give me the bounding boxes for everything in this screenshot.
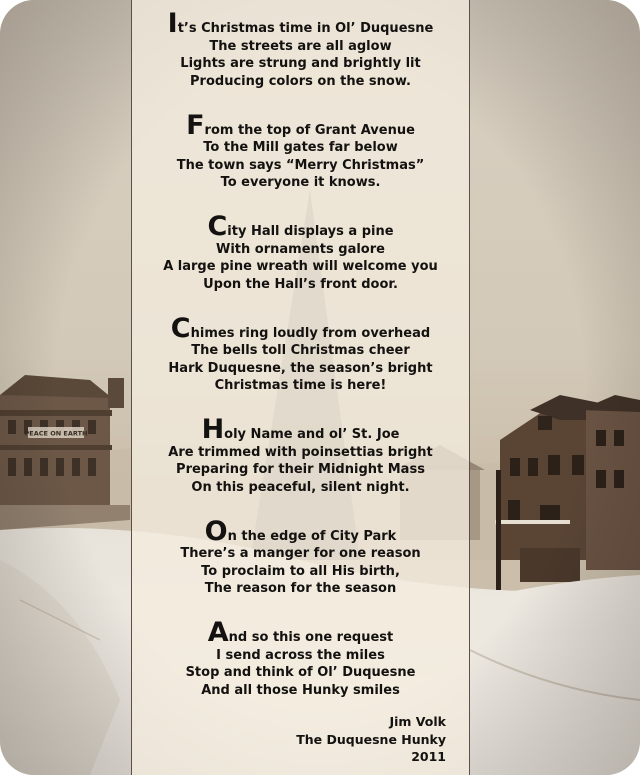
stanza-1 [131,8,470,90]
poem-line: Stop and think of Ol’ Duquesne [185,665,416,680]
poem-line: With ornaments galore [216,241,385,257]
stanza-first-line: Holy Name and ol’ St. Joe [201,414,400,445]
poem-line: Are trimmed with poinsettias bright [168,444,433,460]
poem-year: 2011 [411,749,446,764]
poem-line: A large pine wreath will welcome you [163,259,438,274]
drop-cap: A [207,617,229,648]
drop-cap: O [204,515,228,547]
poem-line: Lights are strung and brightly lit [180,56,421,71]
stanza-3 [131,211,470,293]
poem-line: And all those Hunky smiles [201,682,400,698]
poem-line: On this peaceful, silent night. [191,479,410,495]
poem-line: The streets are all aglow [209,38,392,54]
poem-line: Producing colors on the snow. [190,73,411,89]
stanza-2 [131,109,470,192]
poem-line: Preparing for their Midnight Mass [176,462,425,477]
drop-cap: C [207,211,228,242]
poem-line: Upon the Hall’s front door. [203,276,398,292]
drop-cap: F [186,109,205,141]
poem-line: There’s a manger for one reason [180,546,421,561]
poem-text [131,8,470,725]
poem-line: Hark Duquesne, the season’s bright [168,360,433,376]
poem-line: To the Mill gates far below [203,140,398,155]
poem-line: To proclaim to all His birth, [201,563,400,579]
poem-line: To everyone it knows. [220,175,381,190]
stanza-5 [131,414,470,496]
stanza-first-line: It’s Christmas time in Ol’ Duquesne [167,8,434,39]
drop-cap: H [201,414,225,445]
stanza-first-line: On the edge of City Park [204,515,397,547]
poem-line: The town says “Merry Christmas” [176,157,425,173]
author-title: The Duquesne Hunky [296,731,446,747]
stanza-first-line: Chimes ring loudly from overhead [170,312,431,344]
poem-line: I send across the miles [216,647,385,663]
stanza-first-line: From the top of Grant Avenue [186,109,415,141]
poem-line: Christmas time is here! [214,378,387,393]
drop-cap: C [170,312,191,344]
poem-line: The reason for the season [204,581,397,596]
stanza-6 [131,515,470,598]
stanza-7 [131,617,470,699]
stanza-first-line: And so this one request [207,617,394,648]
stanza-first-line: City Hall displays a pine [207,211,394,242]
poem-line: The bells toll Christmas cheer [191,343,410,358]
signature [131,713,446,766]
stanza-4 [131,312,470,395]
drop-cap: I [167,8,178,39]
author-name: Jim Volk [389,714,446,729]
